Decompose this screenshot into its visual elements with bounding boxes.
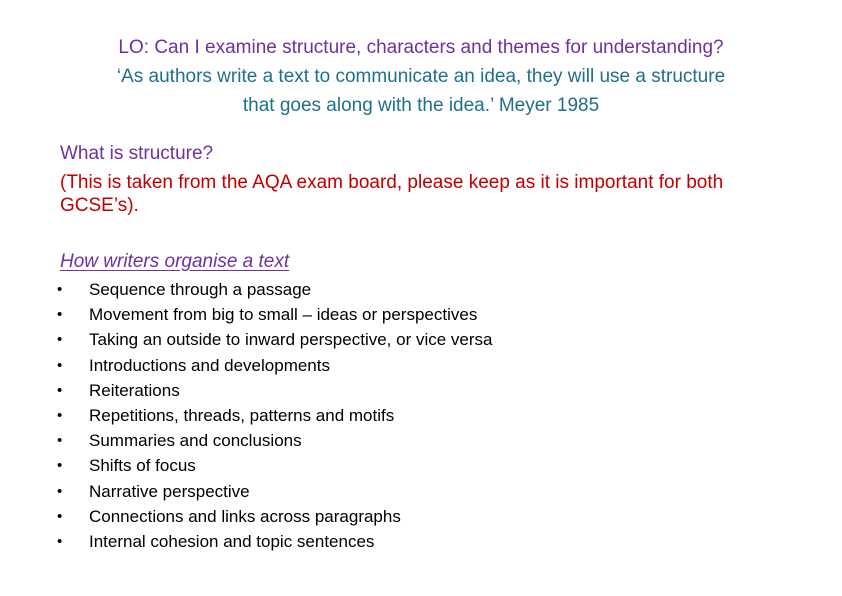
list-item: [57, 353, 492, 378]
bullet-icon: •: [57, 281, 63, 298]
quote-line-2: that goes along with the idea.’ Meyer 1985: [242, 95, 600, 116]
bullet-icon: •: [57, 406, 63, 424]
source-note: (This is taken from the AQA exam board, please keep as it is important for both GCSE’s).: [60, 172, 724, 216]
quote-line-1: ‘As authors write a text to communicate an idea, they will use a structure: [116, 66, 726, 87]
list-item-text: Internal cohesion and topic sentences: [89, 531, 375, 551]
list-item: [57, 277, 492, 302]
bullet-icon: •: [57, 381, 63, 399]
bullet-icon: •: [57, 356, 63, 374]
list-item: [57, 504, 492, 529]
list-item-text: Introductions and developments: [89, 355, 330, 375]
bullet-list: [57, 277, 492, 554]
section-subheading: How writers organise a text: [60, 251, 290, 272]
bullet-icon: •: [57, 432, 63, 450]
list-item: [57, 453, 492, 478]
bullet-icon: •: [57, 331, 63, 349]
list-item: [57, 428, 492, 453]
learning-objective: LO: Can I examine structure, characters and themes for understanding?: [118, 37, 724, 58]
list-item-text: Movement from big to small – ideas or perspectives: [89, 305, 478, 325]
bullet-icon: •: [57, 482, 63, 500]
list-item-text: Repetitions, threads, patterns and motifs: [89, 405, 395, 425]
list-item-text: Shifts of focus: [89, 456, 196, 476]
list-item: [57, 403, 492, 428]
list-item: [57, 327, 492, 352]
list-item-text: Connections and links across paragraphs: [89, 506, 401, 526]
bullet-icon: •: [57, 507, 63, 525]
list-item-text: Taking an outside to inward perspective, or vice versa: [89, 330, 493, 350]
question-heading: What is structure?: [60, 143, 214, 164]
list-item: [57, 378, 492, 403]
list-item-text: Summaries and conclusions: [89, 431, 302, 451]
bullet-icon: •: [57, 532, 63, 550]
list-item: [57, 302, 492, 327]
bullet-icon: •: [57, 306, 63, 324]
list-item-text: Reiterations: [89, 380, 180, 400]
bullet-icon: •: [57, 457, 63, 475]
title-block: [40, 33, 802, 120]
list-item-text: Sequence through a passage: [89, 280, 312, 299]
list-item: [57, 479, 492, 504]
list-item-text: Narrative perspective: [89, 481, 250, 501]
list-item: [57, 529, 492, 554]
